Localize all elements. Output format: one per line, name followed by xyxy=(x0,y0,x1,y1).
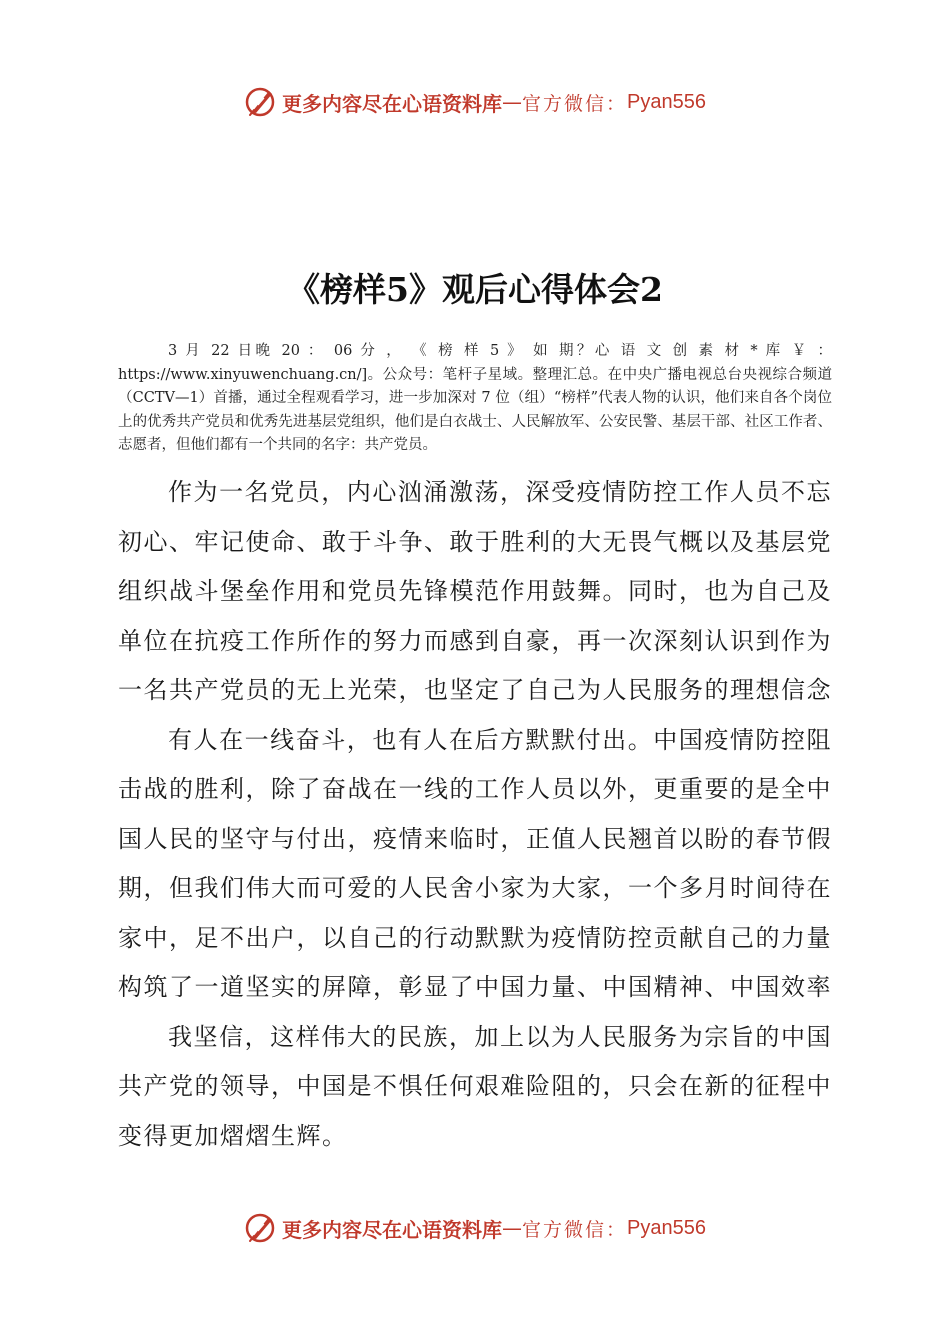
brand-text: 更多内容尽在心语资料库 xyxy=(282,91,502,116)
body-paragraph: 有人在一线奋斗，也有人在后方默默付出。中国疫情防控阻击战的胜利，除了奋战在一线的工作人员以外，更重要的是全中国人民的坚守与付出，疫情来临时，正值人民翘首以盼的春节假期，但我们伟大而可爱的人民舍小家为大家，一个多月时间待在家中，足不出户，以自己的行动默默为疫情防控贡献自己的力量构筑了一道坚实的屏障，彰显了中国力量、中国精神、中国效率 xyxy=(118,725,832,1001)
document-body xyxy=(118,468,832,1161)
body-paragraph: 作为一名党员，内心汹涌激荡，深受疫情防控工作人员不忘初心、牢记使命、敢于斗争、敢于胜利的大无畏气概以及基层党组织战斗堡垒作用和党员先锋模范作用鼓舞。同时，也为自己及单位在抗疫工作所作的努力而感到自豪，再一次深刻认识到作为一名共产党员的无上光荣，也坚定了自己为人民服务的理想信念 xyxy=(118,478,832,704)
quill-logo-icon xyxy=(244,85,278,119)
intro-text: 3 月 22 日晚 20 ： 06 分 ， 《 榜 样 5 》 如 期？心 语 文 创 素 材 * 库 ￥ ： https://www.xinyuwenchuang.cn/]。公众号：笔杆子星域。整理汇总。在中央广播电视总台央视综合频道（CCTV—1）首播，通过全程观看学习，进一步加深对 7 位（组）“榜样”代表人物的认识，他们来自各个岗位上的优秀共产党员和优秀先进基层党组织，他们是白衣战士、人民解放军、公安民警、基层干部、社区工作者、志愿者，但他们都有一个共同的名字：共产党员。 xyxy=(118,343,832,453)
contact-label: 官方微信： xyxy=(522,1218,628,1241)
body-paragraph: 我坚信，这样伟大的民族，加上以为人民服务为宗旨的中国共产党的领导，中国是不惧任何艰难险阻的，只会在新的征程中变得更加熠熠生辉。 xyxy=(118,1022,832,1150)
banner-dash: — xyxy=(502,1216,522,1240)
banner-dash: — xyxy=(502,90,522,114)
contact-id: Pyan556 xyxy=(627,90,706,113)
document-title: 《榜样5》观后心得体会2 xyxy=(287,270,663,309)
header-banner xyxy=(0,82,950,122)
quill-logo-icon xyxy=(244,1211,278,1245)
intro-paragraph xyxy=(118,340,832,458)
contact-label: 官方微信： xyxy=(522,92,628,115)
brand-text: 更多内容尽在心语资料库 xyxy=(282,1217,502,1242)
footer-banner xyxy=(0,1208,950,1248)
contact-id: Pyan556 xyxy=(627,1216,706,1239)
